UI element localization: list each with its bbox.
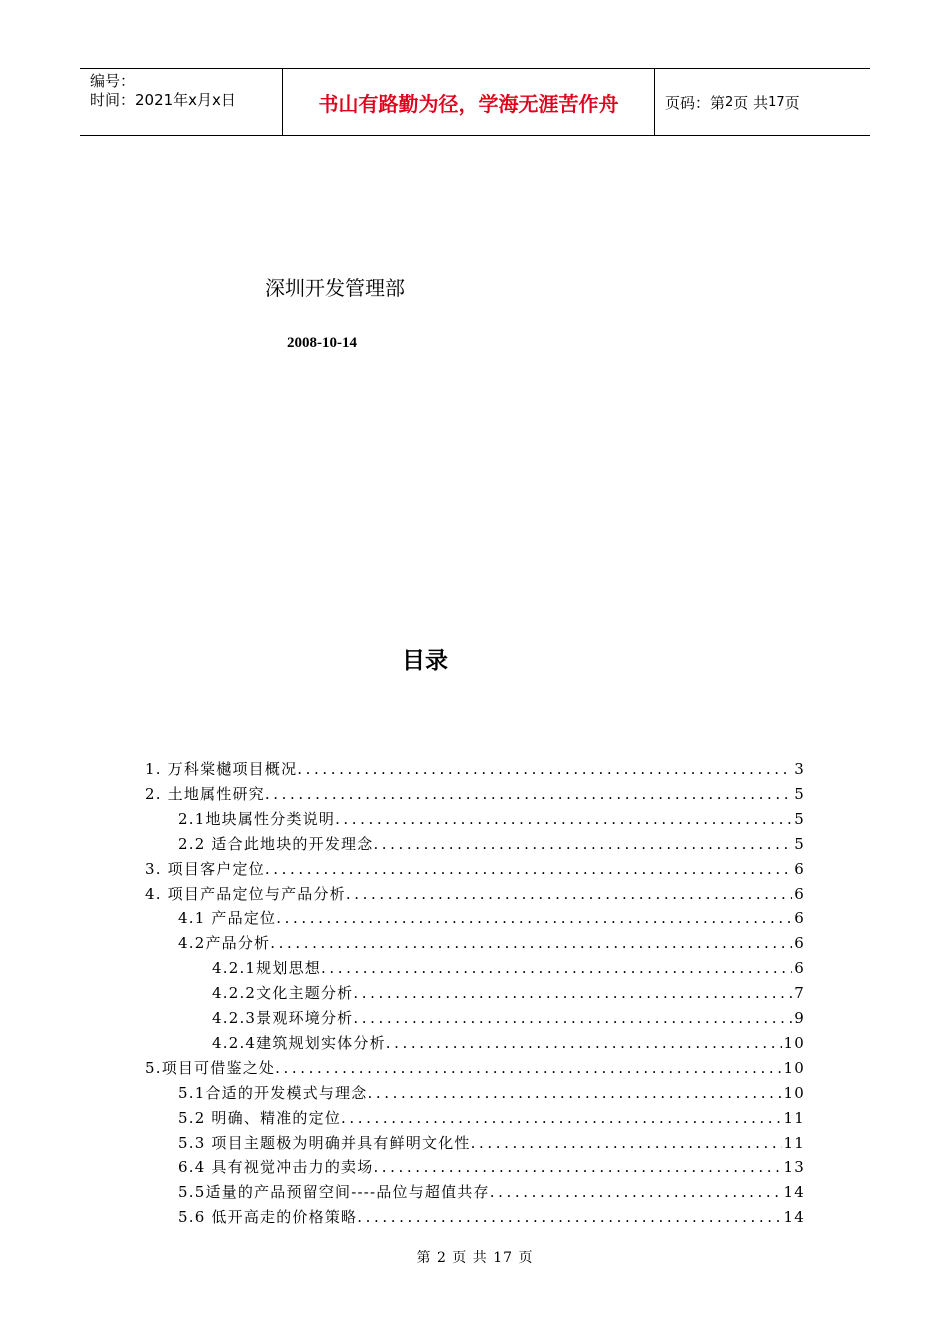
toc-entry[interactable] [178,1181,805,1206]
header-page-total: 17 [768,94,785,110]
toc-entry-page: 6 [794,884,805,903]
header-page-current: 2 [725,94,734,110]
header-meta [80,69,282,135]
toc-entry[interactable] [178,1156,805,1181]
toc-entry-text: 5.1合适的开发模式与理念 [178,1083,368,1102]
toc-entry-page: 10 [783,1083,805,1102]
toc-entry[interactable] [212,1007,805,1032]
toc-entry-page: 5 [794,809,805,828]
toc-entry-page: 11 [783,1108,805,1127]
toc-entry[interactable] [145,783,805,808]
toc-entry-text: 5.项目可借鉴之处 [145,1058,276,1077]
toc-leader-dots [490,1183,782,1201]
toc-entry-page: 3 [794,760,805,778]
toc-leader-dots [341,1109,781,1127]
toc-entry-text: 4.2.3景观环境分析 [212,1009,354,1027]
toc-entry[interactable] [145,1057,805,1082]
toc-entry[interactable] [212,1032,805,1057]
toc-entry[interactable] [178,1206,805,1231]
toc-entry[interactable] [178,1082,805,1107]
toc-leader-dots [353,984,792,1002]
toc-leader-dots [321,959,792,977]
toc-title: 目录 [402,648,448,674]
toc-entry[interactable] [178,1132,805,1157]
toc-entry-text: 5.6 低开高走的价格策略 [178,1208,358,1227]
toc-entry-text: 6.4 具有视觉冲击力的卖场 [178,1158,374,1177]
header-number-label: 编号： [90,72,136,90]
toc-leader-dots [373,835,792,853]
toc-entry-page: 5 [794,834,805,853]
toc-entry-page: 14 [783,1183,805,1202]
toc-entry[interactable] [212,982,805,1007]
toc-leader-dots [386,1034,782,1052]
toc-entry[interactable] [178,808,805,833]
toc-entry-text: 4. 项目产品定位与产品分析 [145,884,346,903]
toc-entry-text: 4.2.1规划思想 [212,959,321,978]
header-time-label: 时间：2021年x月x日 [90,91,236,109]
page-header [80,68,870,136]
toc-leader-dots [275,1059,781,1077]
toc-entry[interactable] [178,907,805,932]
toc-leader-dots [270,934,792,952]
toc-entry-text: 5.2 明确、精准的定位 [178,1108,342,1127]
toc-entry[interactable] [145,858,805,883]
toc-entry-page: 10 [783,1058,805,1077]
toc-leader-dots [297,760,792,778]
header-page-suffix: 页 [784,93,800,112]
toc-leader-dots [373,1158,781,1176]
header-page-prefix: 页码：第 [665,93,726,112]
toc-leader-dots [276,909,792,927]
toc-entry-text: 2. 土地属性研究 [145,784,265,803]
header-page-info [655,69,870,135]
toc-entry-page: 11 [783,1133,805,1152]
toc-entry-text: 1. 万科棠樾项目概况 [145,760,298,778]
toc-entry-text: 5.3 项目主题极为明确并具有鲜明文化性 [178,1133,471,1152]
toc-entry-page: 7 [794,984,805,1003]
header-slogan: 书山有路勤为径，学海无涯苦作舟 [282,69,655,135]
toc-entry-text: 4.2产品分析 [178,934,271,953]
toc-leader-dots [353,1009,792,1027]
toc-entry[interactable] [178,932,805,957]
toc-entry-text: 4.2.2文化主题分析 [212,984,354,1003]
toc-entry[interactable] [212,957,805,982]
toc-entry-page: 6 [794,959,805,978]
toc-entry[interactable] [178,833,805,858]
toc-entry-page: 5 [794,784,805,803]
toc-entry-page: 6 [794,909,805,928]
header-page-mid: 页 共 [733,93,769,112]
page-footer: 第 2 页 共 17 页 [416,1250,534,1266]
toc-entry-page: 6 [794,934,805,953]
toc-leader-dots [367,1084,781,1102]
toc-leader-dots [471,1134,782,1152]
toc-leader-dots [335,810,792,828]
toc-entry-page: 6 [794,859,805,878]
toc-entry-page: 13 [783,1158,805,1177]
toc-entry-text: 3. 项目客户定位 [145,859,265,878]
toc-leader-dots [265,785,792,803]
toc-entry[interactable] [178,1107,805,1132]
toc-leader-dots [265,860,792,878]
toc-entry-text: 4.2.4建筑规划实体分析 [212,1033,386,1052]
toc-entry[interactable] [145,883,805,908]
toc-entry-text: 5.5适量的产品预留空间----品位与超值共存 [178,1183,490,1202]
toc-leader-dots [357,1208,781,1226]
toc-leader-dots [346,885,792,903]
toc-entry-page: 14 [783,1208,805,1227]
toc-entry-text: 2.1地块属性分类说明 [178,809,336,828]
document-date: 2008-10-14 [287,335,357,351]
organization-name: 深圳开发管理部 [265,276,405,300]
toc-entry-page: 9 [794,1009,805,1027]
toc-entry-text: 4.1 产品定位 [178,909,277,928]
toc-entry-text: 2.2 适合此地块的开发理念 [178,834,374,853]
toc-entry[interactable] [145,758,805,783]
toc-entry-page: 10 [783,1033,805,1052]
